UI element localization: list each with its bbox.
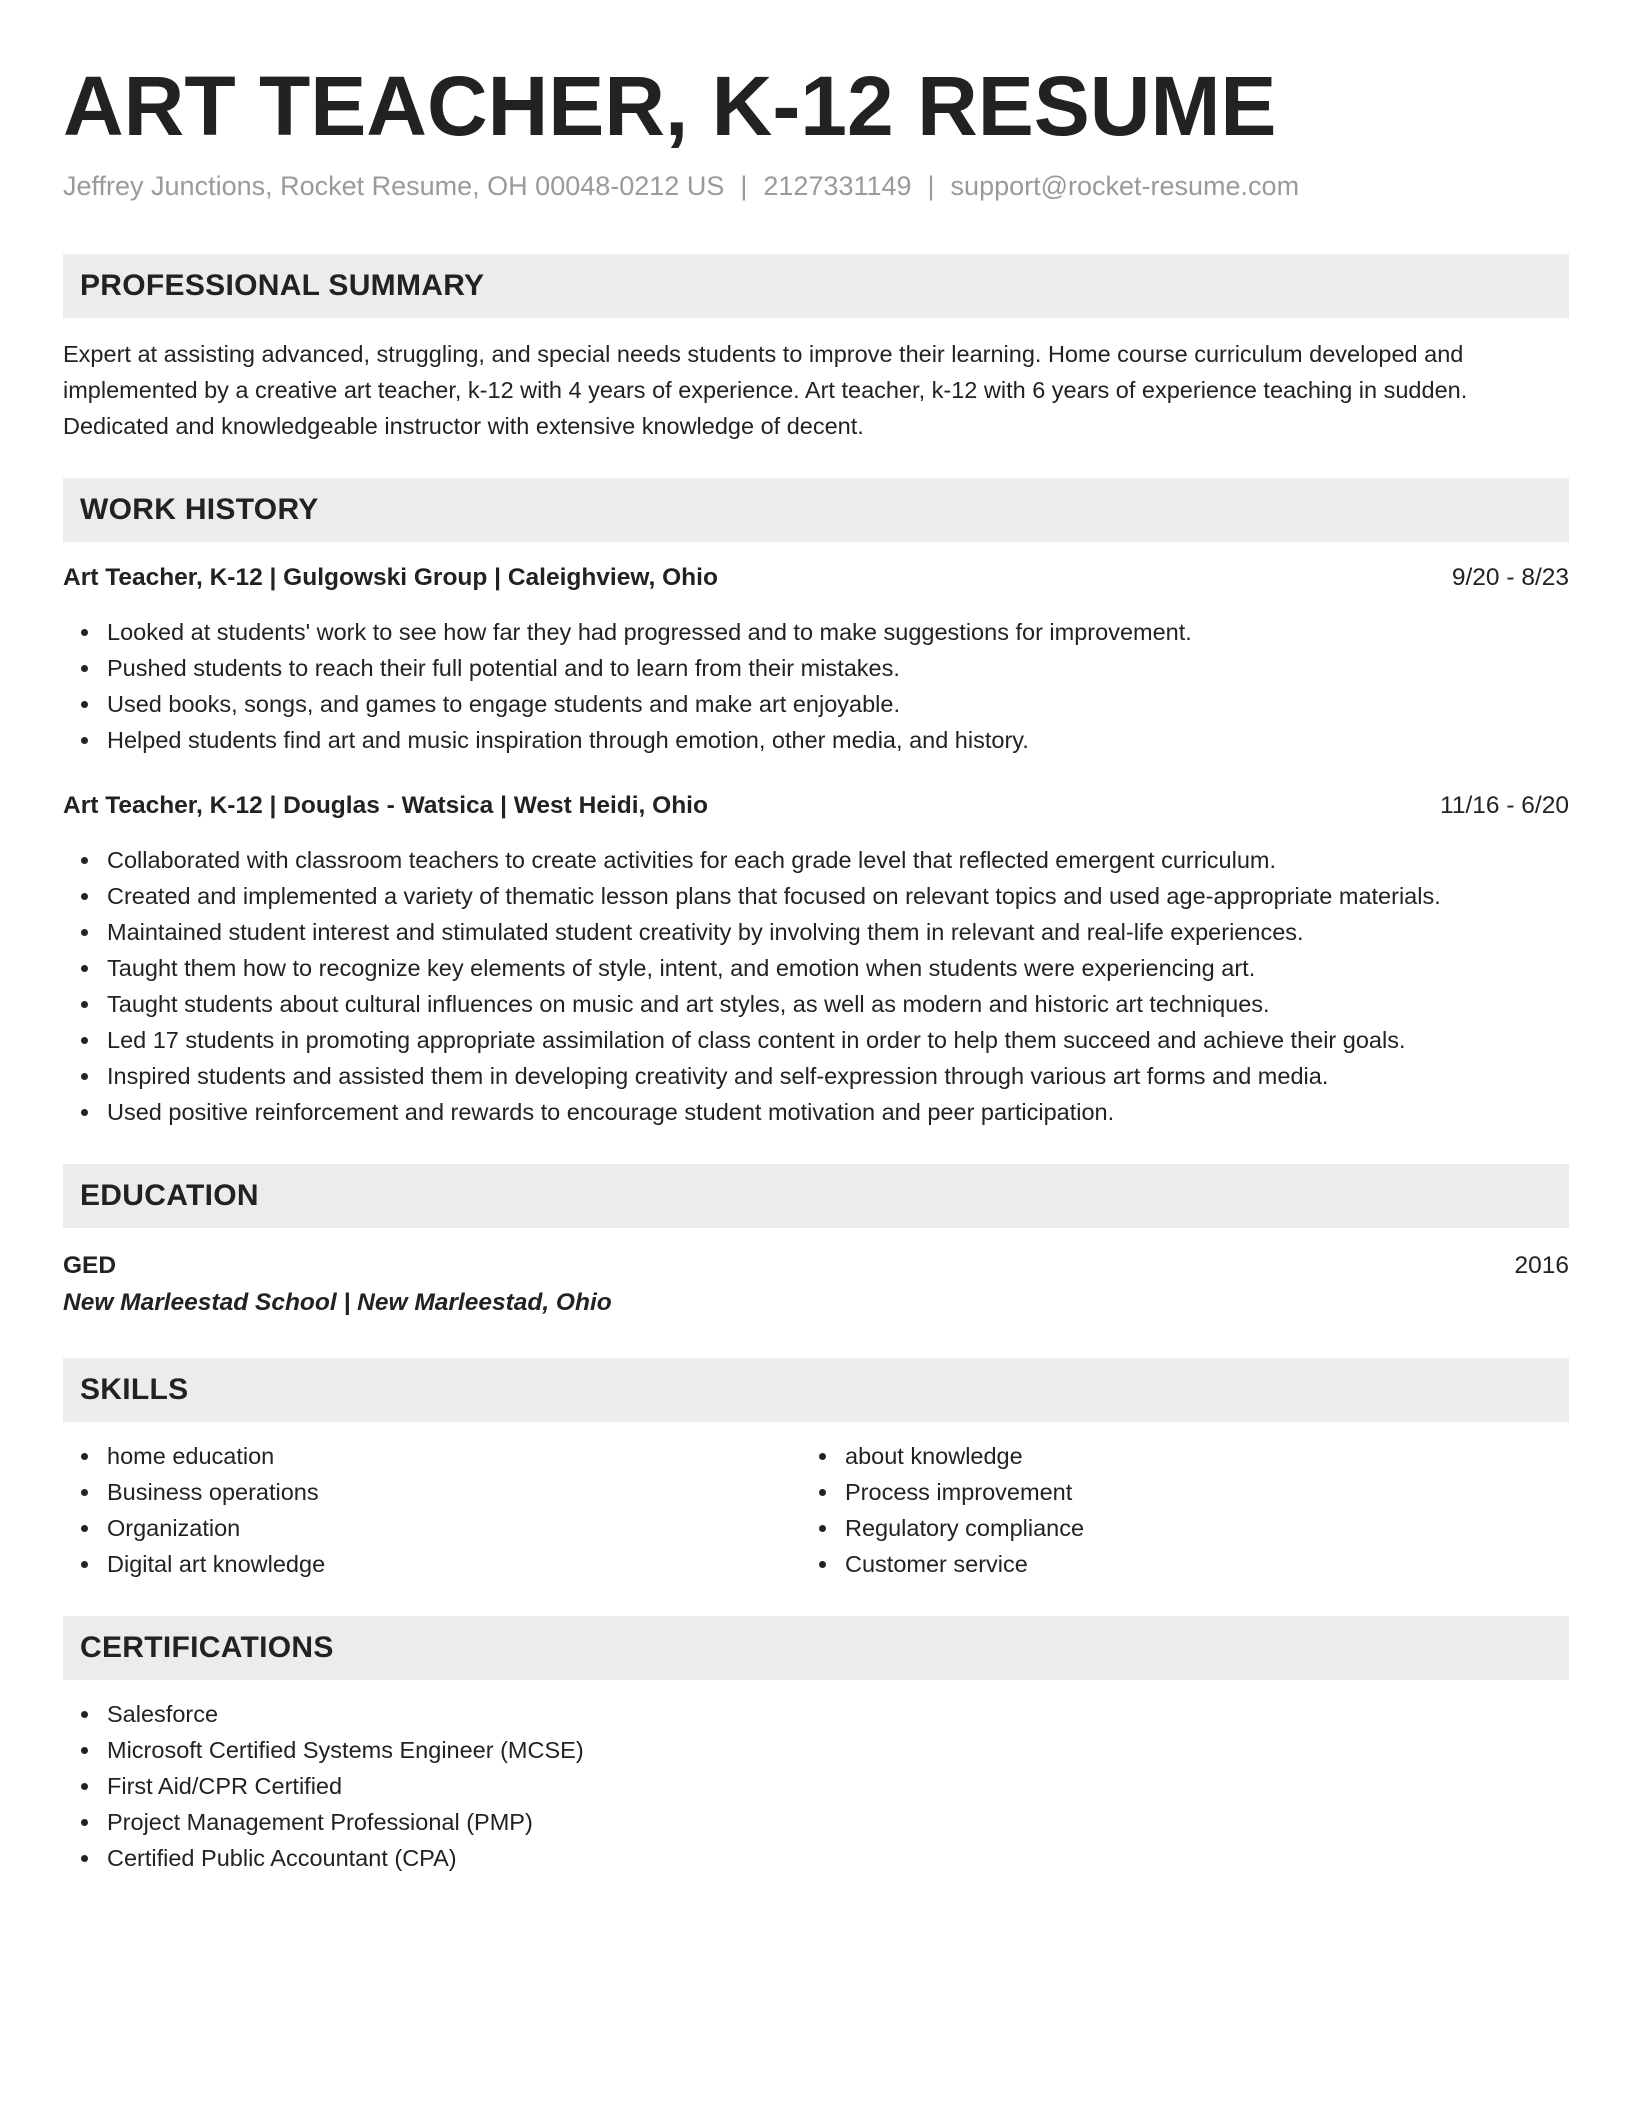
- contact-separator: |: [740, 171, 748, 201]
- summary-text: Expert at assisting advanced, struggling, and special needs students to improve their learning. Home course curriculum developed and implemented by a creative art teacher, k-12 with 4 years of experience. Art teacher, k-12 with 6 years of experience teaching in sudden. Dedicated and knowledgeable instructor with extensive knowledge of decent.: [63, 341, 1468, 439]
- list-item: Microsoft Certified Systems Engineer (MCSE): [63, 1732, 1569, 1768]
- list-item: Led 17 students in promoting appropriate assimilation of class content in order to help them succeed and achieve their goals.: [63, 1022, 1569, 1058]
- job-entry: [63, 788, 1569, 1130]
- section-heading-certifications: CERTIFICATIONS: [63, 1616, 1569, 1680]
- certifications-list: [63, 1696, 1569, 1876]
- section-heading-summary: PROFESSIONAL SUMMARY: [63, 254, 1569, 318]
- skills-grid: [63, 1438, 1569, 1582]
- job-header: [63, 560, 1569, 596]
- list-item: home education: [63, 1438, 801, 1474]
- list-item: Created and implemented a variety of thematic lesson plans that focused on relevant topics and used age-appropriate materials.: [63, 878, 1569, 914]
- contact-separator: |: [927, 171, 935, 201]
- list-item: Business operations: [63, 1474, 801, 1510]
- list-item: Taught them how to recognize key elements of style, intent, and emotion when students were experiencing art.: [63, 950, 1569, 986]
- skills-column-left: [63, 1438, 801, 1582]
- list-item: Certified Public Accountant (CPA): [63, 1840, 1569, 1876]
- education-entry: [63, 1248, 1569, 1322]
- contact-phone: 2127331149: [763, 171, 912, 201]
- education-header: [63, 1248, 1569, 1284]
- job-entry: [63, 560, 1569, 758]
- list-item: Helped students find art and music inspiration through emotion, other media, and history.: [63, 722, 1569, 758]
- contact-address: Jeffrey Junctions, Rocket Resume, OH 00048-0212 US: [63, 171, 725, 201]
- list-item: Used positive reinforcement and rewards to encourage student motivation and peer participation.: [63, 1094, 1569, 1130]
- resume-title: ART TEACHER, K-12 RESUME: [63, 59, 1277, 153]
- list-item: Regulatory compliance: [801, 1510, 1539, 1546]
- contact-line: [63, 168, 1569, 204]
- skills-column-right: [801, 1438, 1539, 1582]
- job-bullets: [63, 842, 1569, 1130]
- list-item: Looked at students' work to see how far they had progressed and to make suggestions for improvement.: [63, 614, 1569, 650]
- list-item: about knowledge: [801, 1438, 1539, 1474]
- section-heading-work-history: WORK HISTORY: [63, 478, 1569, 542]
- job-dates: 11/16 - 6/20: [1440, 792, 1569, 819]
- list-item: Pushed students to reach their full potential and to learn from their mistakes.: [63, 650, 1569, 686]
- education-year: 2016: [1514, 1252, 1569, 1279]
- section-heading-education: EDUCATION: [63, 1164, 1569, 1228]
- list-item: Taught students about cultural influences on music and art styles, as well as modern and historic art techniques.: [63, 986, 1569, 1022]
- list-item: Project Management Professional (PMP): [63, 1804, 1569, 1840]
- list-item: Customer service: [801, 1546, 1539, 1582]
- list-item: Inspired students and assisted them in developing creativity and self-expression through various art forms and media.: [63, 1058, 1569, 1094]
- list-item: Digital art knowledge: [63, 1546, 801, 1582]
- list-item: Collaborated with classroom teachers to create activities for each grade level that reflected emergent curriculum.: [63, 842, 1569, 878]
- list-item: Salesforce: [63, 1696, 1569, 1732]
- contact-email: support@rocket-resume.com: [950, 171, 1300, 201]
- job-dates: 9/20 - 8/23: [1451, 564, 1569, 591]
- list-item: Maintained student interest and stimulated student creativity by involving them in relevant and real-life experiences.: [63, 914, 1569, 950]
- job-bullets: [63, 614, 1569, 758]
- list-item: First Aid/CPR Certified: [63, 1768, 1569, 1804]
- list-item: Organization: [63, 1510, 801, 1546]
- job-title: Art Teacher, K-12 | Gulgowski Group | Caleighview, Ohio: [63, 564, 718, 591]
- list-item: Used books, songs, and games to engage students and make art enjoyable.: [63, 686, 1569, 722]
- job-header: [63, 788, 1569, 824]
- education-degree: GED: [63, 1252, 117, 1279]
- list-item: Process improvement: [801, 1474, 1539, 1510]
- education-school: New Marleestad School | New Marleestad, Ohio: [63, 1289, 612, 1316]
- job-title: Art Teacher, K-12 | Douglas - Watsica | West Heidi, Ohio: [63, 792, 708, 819]
- section-heading-skills: SKILLS: [63, 1358, 1569, 1422]
